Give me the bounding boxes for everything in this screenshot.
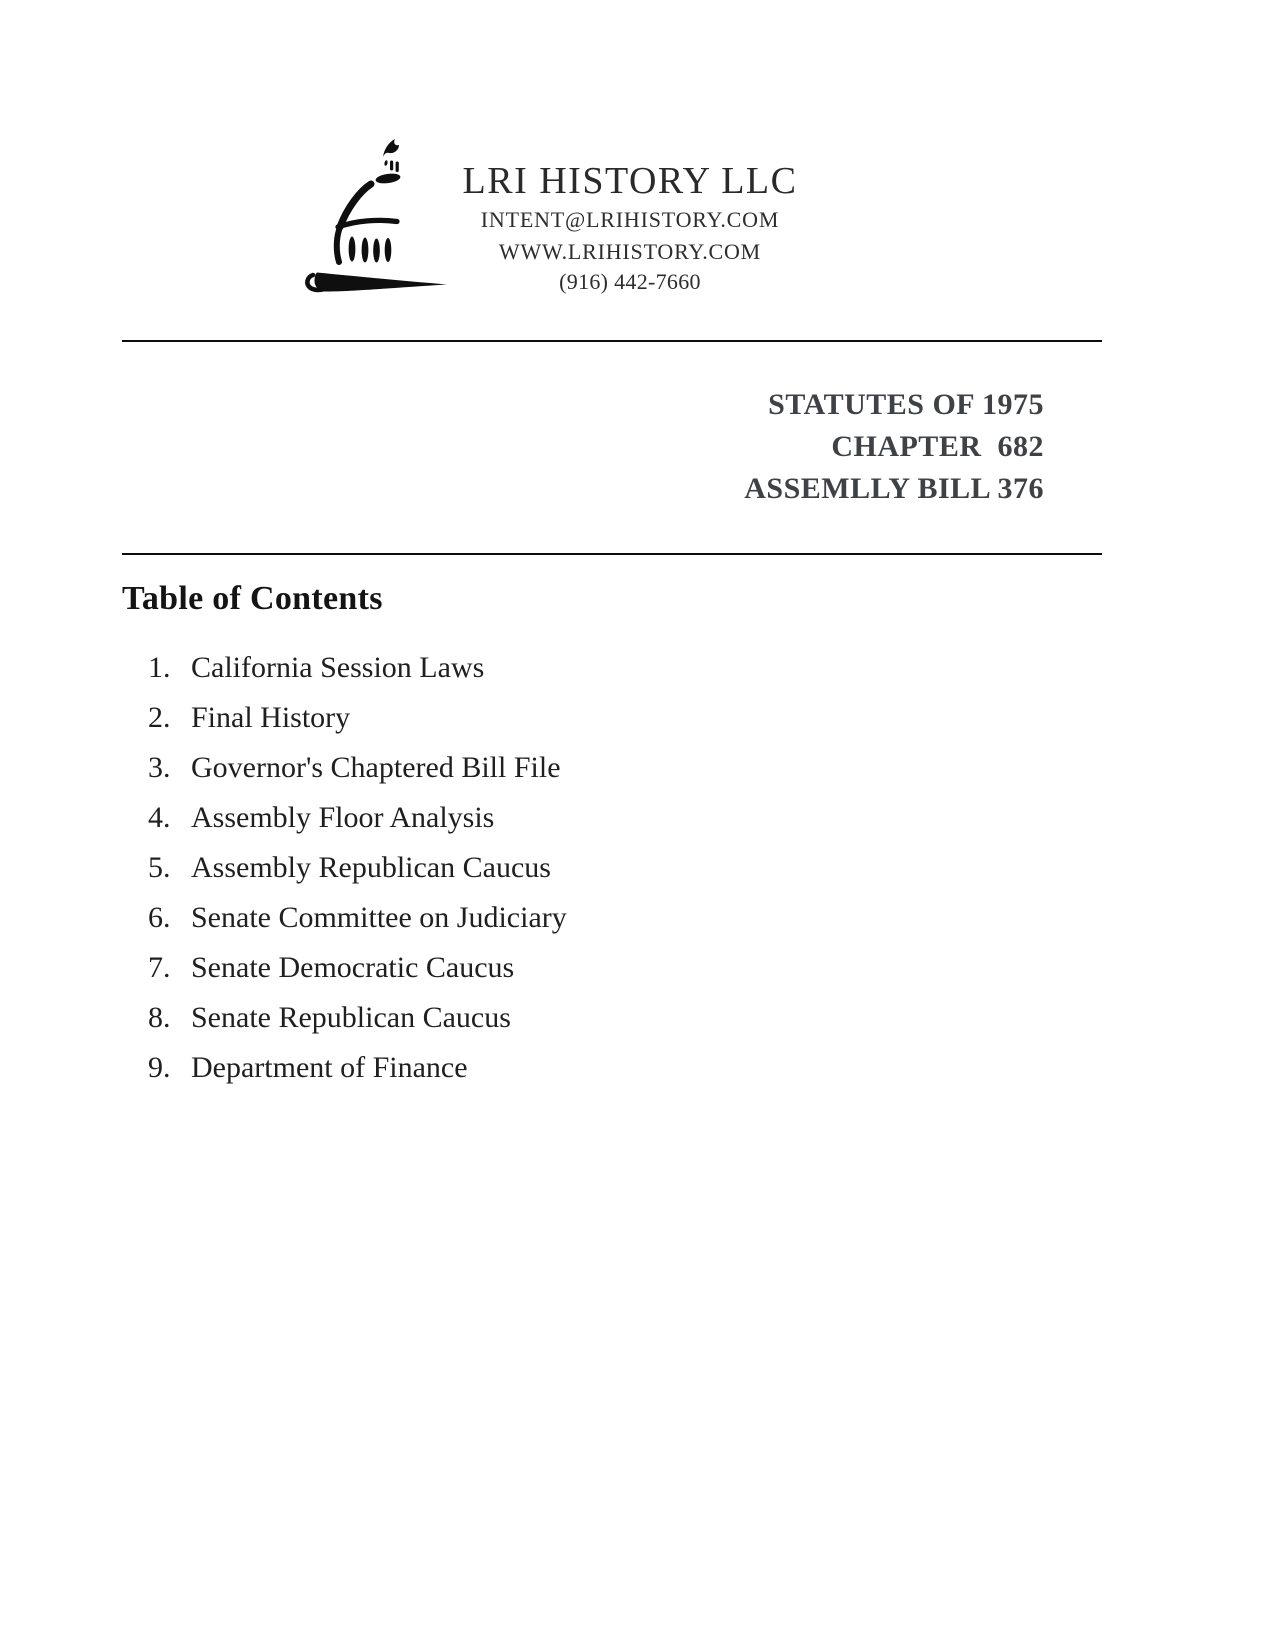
toc-item-number: 4.: [148, 801, 171, 834]
toc-item-label: California Session Laws: [191, 651, 485, 684]
toc-item-number: 3.: [148, 751, 171, 784]
toc-item-number: 9.: [148, 1051, 171, 1084]
toc-item-label: Assembly Republican Caucus: [191, 851, 551, 884]
toc-item-label: Senate Republican Caucus: [191, 1001, 511, 1034]
toc-item: [148, 793, 567, 843]
email-address: INTENT@LRIHISTORY.COM: [480, 207, 780, 232]
statute-chapter-line: CHAPTER 682: [831, 430, 1044, 463]
toc-item-label: Assembly Floor Analysis: [191, 801, 495, 834]
statute-year-line: STATUTES OF 1975: [768, 388, 1044, 421]
toc-item-number: 1.: [148, 651, 171, 684]
divider-top: [122, 340, 1102, 342]
toc-item-number: 5.: [148, 851, 171, 884]
toc-item-number: 7.: [148, 951, 171, 984]
toc-item: [148, 893, 567, 943]
toc-item-label: Final History: [191, 701, 351, 734]
toc-item: [148, 843, 567, 893]
toc-item: [148, 993, 567, 1043]
toc-item-number: 8.: [148, 1001, 171, 1034]
toc-item-number: 2.: [148, 701, 171, 734]
statute-block: [744, 384, 1044, 510]
company-name: LRI HISTORY LLC: [462, 160, 798, 202]
website-url: WWW.LRIHISTORY.COM: [498, 239, 762, 264]
toc-item-label: Department of Finance: [191, 1051, 468, 1084]
statute-bill-line: ASSEMLLY BILL 376: [744, 472, 1044, 505]
toc-item-label: Governor's Chaptered Bill File: [191, 751, 561, 784]
toc-item-label: Senate Democratic Caucus: [191, 951, 515, 984]
toc-heading: Table of Contents: [122, 580, 383, 617]
phone-number: (916) 442-7660: [559, 269, 701, 294]
toc-item: [148, 743, 567, 793]
toc-item: [148, 693, 567, 743]
toc-item: [148, 1043, 567, 1093]
toc-list: [148, 643, 567, 1093]
toc-item-label: Senate Committee on Judiciary: [191, 901, 567, 934]
toc-item: [148, 643, 567, 693]
toc-item: [148, 943, 567, 993]
toc-item-number: 6.: [148, 901, 171, 934]
divider-bottom: [122, 553, 1102, 555]
